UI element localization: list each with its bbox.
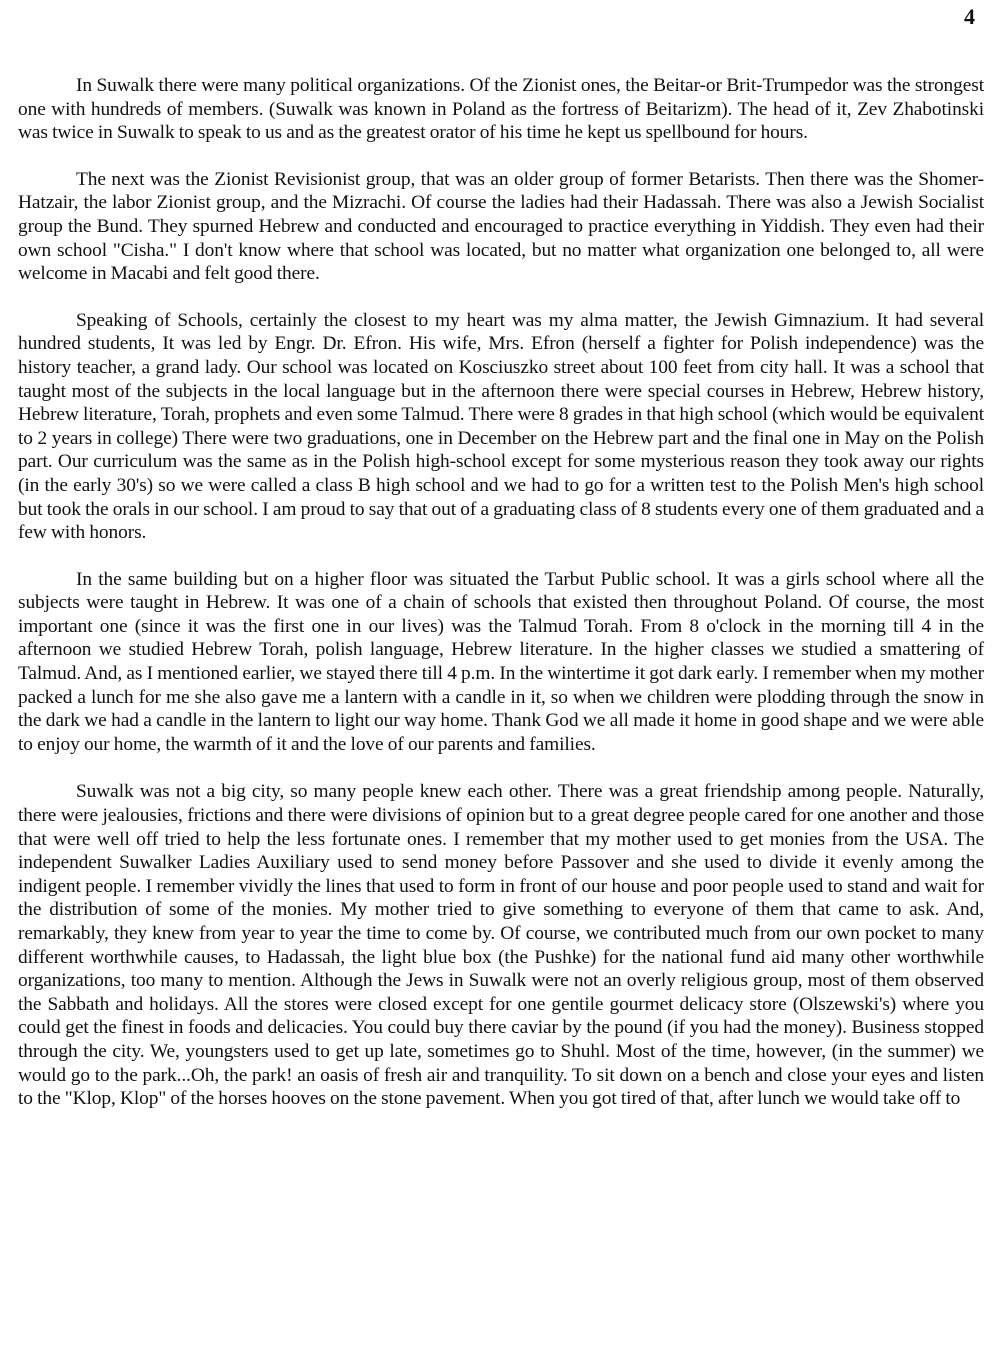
paragraph-suwalk-community: Suwalk was not a big city, so many people knew each other. There was a great friendship among people. Naturally, there were jealousies, frictions and there were divisions of opinion but to a great degree people cared for one another and those that were well off tried to help the less fortunate ones. I remember that my mother used to get monies from the USA. The independent Suwalker Ladies Auxiliary used to send money before Passover and she used to divide it evenly among the indigent people. I remember vividly the lines that used to form in front of our house and poor people used to stand and wait for the distribution of some of the monies. My mother tried to give something to everyone of them that came to ask. And, remarkably, they knew from year to year the time to come by. Of course, we contributed much from our own pocket to many different worthwhile causes, to Hadassah, the light blue box (the Pushke) for the national fund aid many other worthwhile organizations, too many to mention. Although the Jews in Suwalk were not an overly religious group, most of them observed the Sabbath and holidays. All the stores were closed except for one gentile gourmet delicacy store (Olszewski's) where you could get the finest in foods and delicacies. You could buy there caviar by the pound (if you had the money). Business stopped through the city. We, youngsters used to get up late, sometimes go to Shuhl. Most of the time, however, (in the summer) we would go to the park...Oh, the park! an oasis of fresh air and tranquility. To sit down on a bench and close your eyes and listen to the "Klop, Klop" of the horses hooves on the stone pavement. When you got tired of that, after lunch we would take off to [18,781,984,1110]
page-number: 4 [964,4,975,29]
body-text [18,74,984,1135]
paragraph-zionist-groups: The next was the Zionist Revisionist group, that was an older group of former Betarists. Then there was the Shomer-Hatzair, the labor Zionist group, and the Mizrachi. Of course the ladies had their Hadassah. There was also a Jewish Socialist group the Bund. They spurned Hebrew and conducted and encouraged to practice everything in Yiddish. They even had their own school "Cisha." I don't know where that school was located, but no matter what organization one belonged to, all were welcome in Macabi and felt good there. [18,168,984,285]
paragraph-tarbut-talmud-torah: In the same building but on a higher floor was situated the Tarbut Public school. It was a girls school where all the subjects were taught in Hebrew. It was one of a chain of schools that existed then throughout Poland. Of course, the most important one (since it was the first one in our lives) was the Talmud Torah. From 8 o'clock in the morning till 4 in the afternoon we studied Hebrew Torah, polish language, Hebrew literature. In the higher classes we studied a smattering of Talmud. And, as I mentioned earlier, we stayed there till 4 p.m. In the wintertime it got dark early. I remember when my mother packed a lunch for me she also gave me a lantern with a candle in it, so when we children were plodding through the snow in the dark we had a candle in the lantern to light our way home. Thank God we all made it home in good shape and we were able to enjoy our home, the warmth of it and the love of our parents and families. [18,568,984,755]
paragraph-political-organizations: In Suwalk there were many political organizations. Of the Zionist ones, the Beitar-or Brit-Trumpedor was the strongest one with hundreds of members. (Suwalk was known in Poland as the fortress of Beitarizm). The head of it, Zev Zhabotinski was twice in Suwalk to speak to us and as the greatest orator of his time he kept us spellbound for hours. [18,75,984,144]
paragraph-jewish-gimnazium: Speaking of Schools, certainly the closest to my heart was my alma matter, the Jewish Gimnazium. It had several hundred students, It was led by Engr. Dr. Efron. His wife, Mrs. Efron (herself a fighter for Polish independence) was the history teacher, a grand lady. Our school was located on Kosciuszko street about 100 feet from city hall. It was a school that taught most of the subjects in the local language but in the afternoon there were special courses in Hebrew, Hebrew history, Hebrew literature, Torah, prophets and even some Talmud. There were 8 grades in that high school (which would be equivalent to 2 years in college) There were two graduations, one in December on the Hebrew part and the final one in May on the Polish part. Our curriculum was the same as in the Polish high-school except for some mysterious reason they took away our rights (in the early 30's) so we were called a class B high school and we had to go for a written test to the Polish Men's high school but took the orals in our school. I am proud to say that out of a graduating class of 8 students every one of them graduated and a few with honors. [18,309,984,544]
